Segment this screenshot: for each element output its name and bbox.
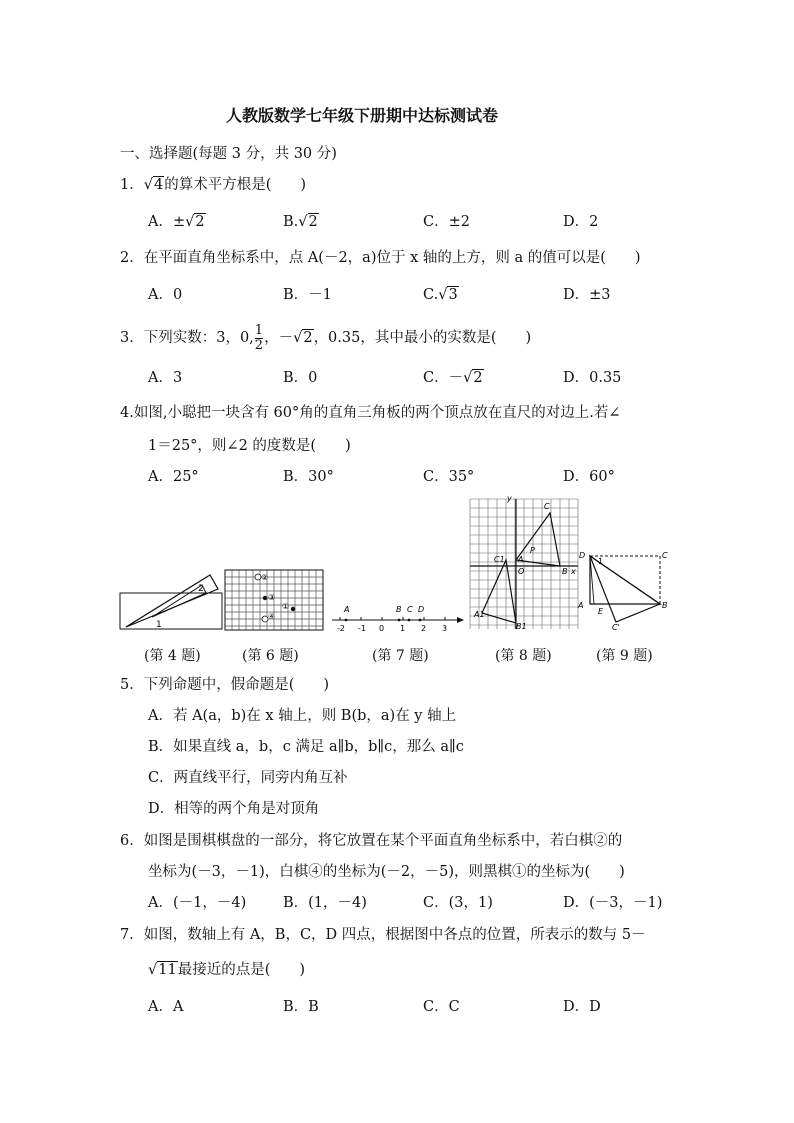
q7-option-a[interactable]: A．A — [148, 999, 184, 1015]
fig8-a1: A1 — [474, 610, 485, 619]
black-stone-3 — [263, 596, 267, 600]
fig7-point-b: B — [396, 605, 402, 614]
fraction-one-half: $\frac{1}{2}$ — [254, 322, 264, 353]
figure-6-go-board — [224, 569, 324, 631]
q5-option-d[interactable]: D．相等的两个角是对顶角 — [148, 801, 320, 817]
question-5-stem: 5．下列命题中，假命题是( ) — [120, 677, 330, 693]
fig4-angle-1: 1 — [156, 620, 162, 630]
question-1-stem: 1．√4的算术平方根是( ) — [120, 177, 307, 193]
question-2-stem: 2．在平面直角坐标系中，点 A(－2，a)位于 x 轴的上方，则 a 的值可以是( ) — [120, 250, 641, 266]
q2-option-b[interactable]: B．－1 — [283, 287, 332, 303]
q6-option-d[interactable]: D．(－3，－1) — [563, 895, 663, 911]
fig9-a: A — [578, 601, 584, 610]
q4-option-d[interactable]: D．60° — [563, 469, 615, 485]
q2-option-c[interactable]: C.√3 — [423, 287, 458, 303]
q3-option-a[interactable]: A．3 — [148, 370, 183, 386]
q4-option-b[interactable]: B．30° — [283, 469, 334, 485]
fig8-x: x — [571, 567, 576, 576]
q7-option-c[interactable]: C．C — [423, 999, 460, 1015]
question-3-stem: 3．下列实数：3，0, $\frac{1}{2}$ ，－√2，0.35，其中最小的实数是( ) — [120, 322, 532, 353]
question-4-line-1: 4.如图,小聪把一块含有 60°角的直角三角板的两个顶点放在直尺的对边上.若∠ — [120, 405, 621, 421]
sqrt-11: √11 — [148, 962, 177, 978]
figure-8-grid-triangles — [466, 495, 582, 633]
tick-label: 3 — [442, 624, 448, 633]
caption-fig-7: (第 7 题) — [372, 648, 429, 664]
question-4-line-2: 1＝25°，则∠2 的度数是( ) — [148, 438, 351, 454]
q6-option-b[interactable]: B．(1，－4) — [283, 895, 367, 911]
fig8-a: A — [518, 555, 524, 564]
fig9-d: D — [579, 551, 586, 560]
q1-option-c[interactable]: C．±2 — [423, 214, 470, 230]
fig9-e: E — [598, 607, 604, 616]
fig8-c1: C1 — [494, 555, 505, 564]
fig4-angle-2: 2 — [198, 584, 204, 594]
question-7-line-2: √11最接近的点是( ) — [148, 962, 306, 978]
fig7-point-a: A — [344, 605, 350, 614]
fig7-point-d: D — [418, 605, 425, 614]
fig9-b: B — [662, 601, 668, 610]
question-6-line-1: 6．如图是围棋棋盘的一部分，将它放置在某个平面直角坐标系中，若白棋②的 — [120, 833, 623, 849]
q3-option-b[interactable]: B．0 — [283, 370, 318, 386]
question-7-line-1: 7．如图，数轴上有 A，B，C，D 四点，根据图中各点的位置，所表示的数与 5－ — [120, 927, 646, 943]
fig8-b: B — [562, 567, 568, 576]
caption-fig-6: (第 6 题) — [242, 648, 299, 664]
figure-7-number-line — [330, 600, 468, 634]
question-6-line-2: 坐标为(－3，－1)，白棋④的坐标为(－2，－5)，则黑棋①的坐标为( ) — [148, 864, 625, 880]
q6-option-c[interactable]: C．(3，1) — [423, 895, 493, 911]
tick-label: 2 — [421, 624, 427, 633]
q6-option-a[interactable]: A．(－1，－4) — [148, 895, 247, 911]
tick-label: -2 — [337, 624, 345, 633]
q2-option-d[interactable]: D．±3 — [563, 287, 611, 303]
section-heading: 一、选择题(每题 3 分，共 30 分) — [120, 146, 337, 162]
q7-option-b[interactable]: B．B — [283, 999, 319, 1015]
black-stone-1 — [291, 607, 295, 611]
q3-option-c[interactable]: C．－√2 — [423, 370, 483, 386]
fig8-b1: B1 — [516, 622, 527, 631]
tick-label: 1 — [400, 624, 406, 633]
fig8-o: O — [518, 567, 525, 576]
q4-option-a[interactable]: A．25° — [148, 469, 199, 485]
fig8-p: P — [530, 546, 535, 555]
q3-option-d[interactable]: D．0.35 — [563, 370, 622, 386]
fig6-label-2: ② — [261, 573, 269, 582]
q5-option-b[interactable]: B．如果直线 a，b，c 满足 a∥b，b∥c，那么 a∥c — [148, 739, 464, 755]
fig8-y: y — [507, 495, 512, 503]
fig6-label-1: ① — [282, 602, 290, 611]
figure-9-folded-rectangle — [574, 546, 674, 632]
tick-label: 0 — [379, 624, 385, 633]
caption-fig-9: (第 9 题) — [596, 648, 653, 664]
fig6-label-4: ④ — [268, 612, 276, 621]
caption-fig-4: (第 4 题) — [144, 648, 201, 664]
tick-label: -1 — [358, 624, 366, 633]
fig7-point-c: C — [407, 605, 413, 614]
fig6-label-3: ③ — [268, 593, 276, 602]
fig9-c: C — [662, 551, 668, 560]
q1-option-b[interactable]: B.√2 — [283, 214, 318, 230]
q4-option-c[interactable]: C．35° — [423, 469, 475, 485]
fig9-c-prime: C' — [612, 623, 620, 632]
q1-option-a[interactable]: A．±√2 — [148, 214, 205, 230]
figure-4-ruler-triangle — [118, 555, 224, 631]
q7-option-d[interactable]: D．D — [563, 999, 601, 1015]
q2-option-a[interactable]: A．0 — [148, 287, 183, 303]
fig8-c: C — [544, 502, 550, 511]
sqrt-symbol: √4 — [143, 177, 164, 193]
q1-option-d[interactable]: D．2 — [563, 214, 599, 230]
q5-option-c[interactable]: C．两直线平行，同旁内角互补 — [148, 770, 348, 786]
caption-fig-8: (第 8 题) — [495, 648, 552, 664]
fig9-angle-1: 1 — [598, 557, 604, 566]
page-title: 人教版数学七年级下册期中达标测试卷 — [226, 106, 499, 125]
q5-option-a[interactable]: A．若 A(a，b)在 x 轴上，则 B(b，a)在 y 轴上 — [148, 708, 457, 724]
